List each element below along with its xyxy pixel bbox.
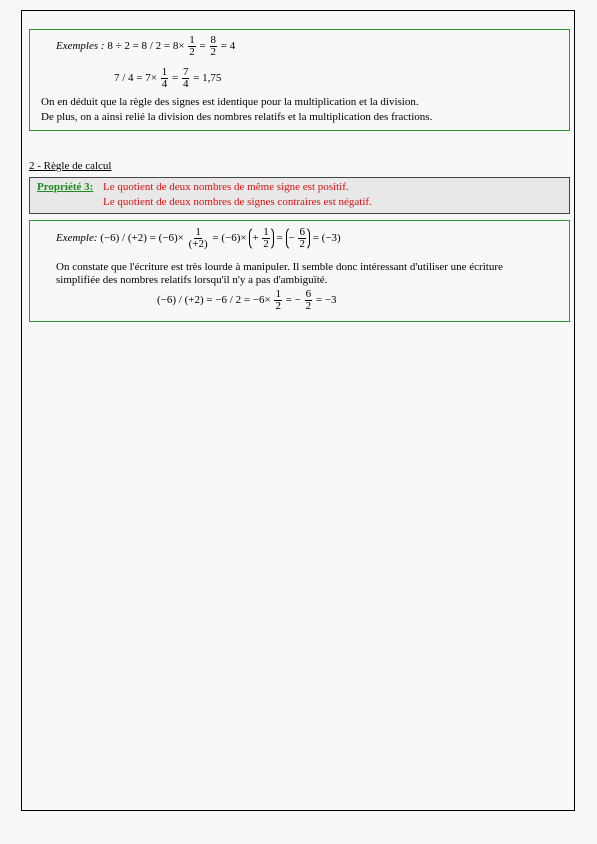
- eq-part: = −3: [315, 294, 337, 307]
- example-equation: [56, 226, 341, 251]
- paren-group: + $\frac{1}{2}$: [249, 226, 273, 251]
- section-title: 2 - Règle de calcul: [29, 160, 112, 172]
- eq-part: =: [171, 72, 179, 85]
- fraction: $\frac{6}{2}$: [305, 288, 312, 312]
- paragraph-line: De plus, on a ainsi relié la division des nombres relatifs et la multiplication des fractions.: [41, 111, 433, 123]
- eq-part: =: [199, 40, 206, 53]
- paren-group: − $\frac{6}{2}$: [286, 226, 310, 251]
- eq-part: = (−3): [312, 232, 341, 245]
- fraction: $\frac{1}{2}$: [189, 34, 195, 58]
- eq-part: = 1,75: [193, 72, 222, 85]
- eq-part: 7 / 4 = 7×: [114, 72, 157, 85]
- property-line-1: Le quotient de deux nombres de même signe est positif.: [103, 181, 349, 193]
- example-label: Exemple:: [56, 232, 98, 245]
- page: [21, 10, 575, 811]
- property-box: [29, 177, 570, 214]
- examples-box: [29, 29, 570, 131]
- property-line-2: Le quotient de deux nombres de signes contraires est négatif.: [103, 196, 372, 208]
- paragraph-line: On constate que l'écriture est très lourde à manipuler. Il semble donc intéressant d'utiliser une écriture: [56, 261, 503, 273]
- example-box: [29, 220, 570, 322]
- example-label: Exemples :: [56, 40, 105, 53]
- eq-part: (−6) / (+2) = −6 / 2 = −6×: [157, 294, 271, 307]
- eq-part: = 4: [220, 40, 236, 53]
- simplified-equation: [157, 289, 337, 312]
- fraction: $\frac{1}{(+2)}$: [188, 226, 208, 250]
- eq-part: (−6) / (+2) = (−6)×: [100, 232, 184, 245]
- eq-part: = −: [285, 294, 301, 307]
- fraction: $\frac{1}{4}$: [161, 66, 168, 90]
- fraction: $\frac{8}{2}$: [210, 34, 216, 58]
- property-label: Propriété 3:: [37, 181, 94, 193]
- fraction: $\frac{7}{4}$: [182, 66, 189, 90]
- eq-part: 8 ÷ 2 = 8 / 2 = 8×: [107, 40, 185, 53]
- eq-part: = (−6)×: [212, 232, 247, 245]
- example-line-2: [114, 67, 221, 90]
- example-line-1: [56, 35, 235, 58]
- paragraph-line: simplifiée des nombres relatifs lorsqu'il n'y a pas d'ambiguïté.: [56, 274, 328, 286]
- fraction: $\frac{1}{2}$: [275, 288, 281, 312]
- eq-part: =: [276, 232, 283, 245]
- paragraph-line: On en déduit que la règle des signes est identique pour la multiplication et la division.: [41, 96, 419, 108]
